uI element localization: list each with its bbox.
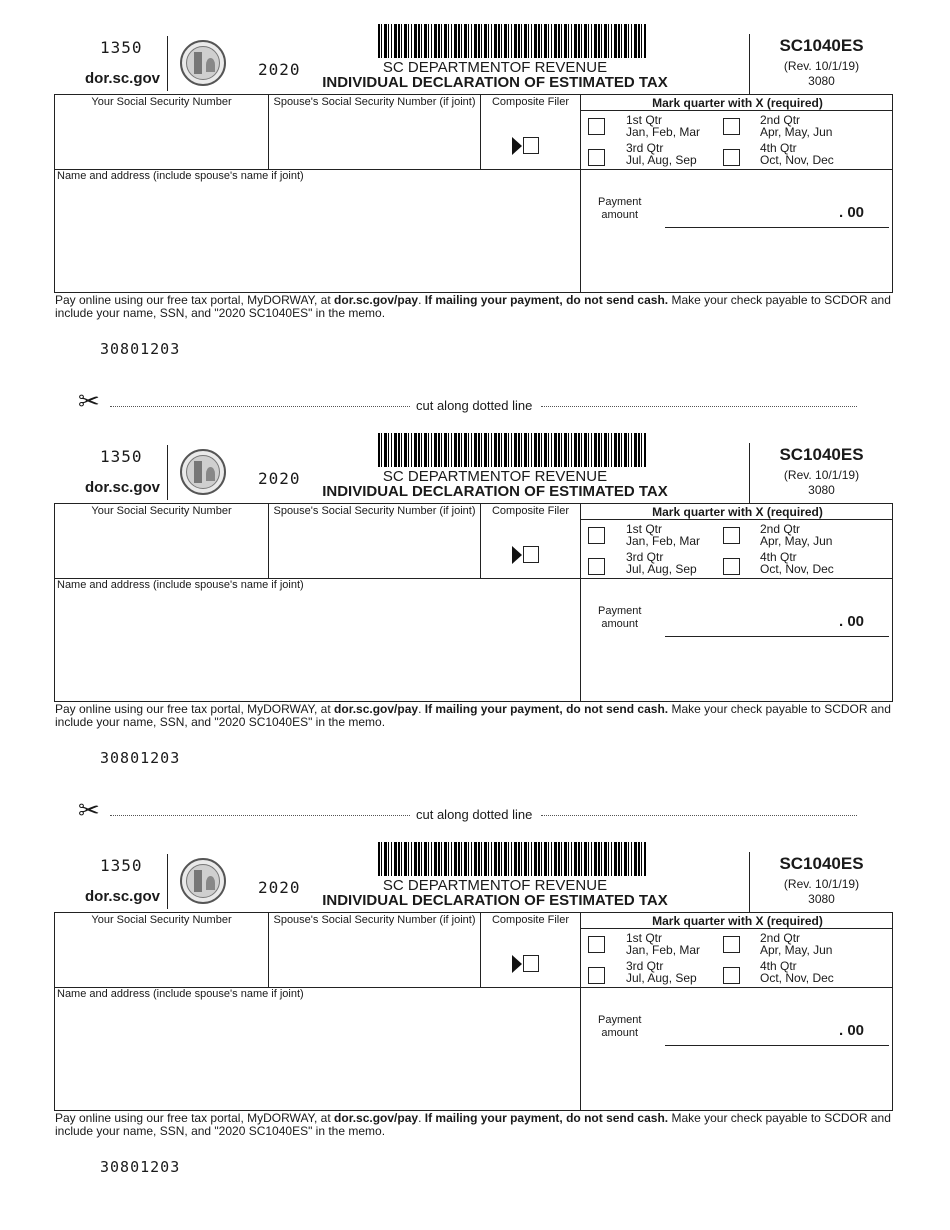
quarter-1-checkbox[interactable] (588, 527, 605, 544)
spouse-ssn-label: Spouse's Social Security Number (if joint) (273, 914, 476, 926)
voucher-2 (0, 409, 950, 767)
arrow-right-icon (512, 137, 522, 155)
payment-instructions: Pay online using our free tax portal, MyDORWAY, at dor.sc.gov/pay. If mailing your payment, do not send cash. Make your check payable to SCDOR and include your name, SSN, and "2020 SC1040ES" in the memo. (55, 1111, 891, 1138)
payment-amount-field[interactable] (665, 227, 889, 228)
mark-quarter-label: Mark quarter with X (required) (652, 505, 823, 519)
payment-instructions: Pay online using our free tax portal, MyDORWAY, at dor.sc.gov/pay. If mailing your payment, do not send cash. Make your check payable to SCDOR and include your name, SSN, and "2020 SC1040ES" in the memo. (55, 702, 891, 729)
composite-filer-label: Composite Filer (491, 505, 570, 517)
form-code: 3080 (808, 483, 835, 497)
quarter-2-label: 2nd Qtr Apr, May, Jun (760, 931, 833, 957)
quarter-3-checkbox[interactable] (588, 558, 605, 575)
quarter-4-checkbox[interactable] (723, 149, 740, 166)
payment-cents: . 00 (839, 1022, 865, 1039)
quarter-1-label: 1st Qtr Jan, Feb, Mar (626, 522, 701, 548)
form-number: SC1040ES (779, 36, 864, 55)
state-seal-icon (180, 449, 226, 495)
payment-instructions: Pay online using our free tax portal, MyDORWAY, at dor.sc.gov/pay. If mailing your payment, do not send cash. Make your check payable to SCDOR and include your name, SSN, and "2020 SC1040ES" in the memo. (55, 293, 891, 320)
form-number: SC1040ES (779, 445, 864, 464)
quarter-1-label: 1st Qtr Jan, Feb, Mar (626, 931, 701, 957)
quarter-2-checkbox[interactable] (723, 118, 740, 135)
state-seal-icon (180, 858, 226, 904)
tax-year: 2020 (258, 469, 301, 488)
divider (580, 504, 581, 702)
department-name: SC DEPARTMENTOF REVENUE (382, 877, 608, 894)
quarter-3-checkbox[interactable] (588, 149, 605, 166)
divider (581, 110, 893, 111)
spouse-ssn-label: Spouse's Social Security Number (if joint) (273, 96, 476, 108)
divider (580, 913, 581, 1111)
website: dor.sc.gov (85, 479, 161, 496)
composite-filer-label: Composite Filer (491, 96, 570, 108)
divider (167, 854, 168, 909)
voucher-code: 1350 (100, 447, 143, 466)
form-title: INDIVIDUAL DECLARATION OF ESTIMATED TAX (322, 74, 668, 91)
form-title: INDIVIDUAL DECLARATION OF ESTIMATED TAX (322, 892, 668, 909)
payment-cents: . 00 (839, 204, 865, 221)
state-seal-icon (180, 40, 226, 86)
form-code: 3080 (808, 892, 835, 906)
payment-amount-label: Payment amount (598, 605, 642, 630)
voucher-code: 1350 (100, 38, 143, 57)
name-address-label: Name and address (include spouse's name if joint) (57, 988, 304, 1000)
payment-amount-field[interactable] (665, 636, 889, 637)
quarter-4-label: 4th Qtr Oct, Nov, Dec (760, 550, 834, 576)
quarter-3-checkbox[interactable] (588, 967, 605, 984)
form-code: 3080 (808, 74, 835, 88)
divider (580, 95, 581, 293)
quarter-2-label: 2nd Qtr Apr, May, Jun (760, 522, 833, 548)
quarter-3-label: 3rd Qtr Jul, Aug, Sep (626, 550, 697, 576)
form-revision: (Rev. 10/1/19) (783, 877, 860, 891)
dotted-line (541, 406, 857, 407)
barcode (378, 842, 646, 876)
quarter-4-label: 4th Qtr Oct, Nov, Dec (760, 141, 834, 167)
dotted-line (541, 815, 857, 816)
dotted-line (110, 815, 410, 816)
divider (167, 445, 168, 500)
payment-amount-label: Payment amount (598, 196, 642, 221)
barcode (378, 24, 646, 58)
payment-amount-field[interactable] (665, 1045, 889, 1046)
voucher-1 (0, 0, 950, 358)
quarter-1-checkbox[interactable] (588, 936, 605, 953)
form-revision: (Rev. 10/1/19) (783, 468, 860, 482)
ssn-label: Your Social Security Number (91, 96, 232, 108)
cut-instruction: cut along dotted line (416, 398, 533, 413)
quarter-4-checkbox[interactable] (723, 558, 740, 575)
form-title: INDIVIDUAL DECLARATION OF ESTIMATED TAX (322, 483, 668, 500)
divider (581, 928, 893, 929)
composite-filer-label: Composite Filer (491, 914, 570, 926)
voucher-grid (54, 94, 893, 293)
voucher-3 (0, 818, 950, 1176)
website: dor.sc.gov (85, 888, 161, 905)
form-id-box (749, 443, 893, 504)
divider (581, 519, 893, 520)
composite-filer-checkbox[interactable] (523, 546, 539, 563)
tax-year: 2020 (258, 60, 301, 79)
name-address-label: Name and address (include spouse's name if joint) (57, 170, 304, 182)
form-id-box (749, 852, 893, 913)
ssn-label: Your Social Security Number (91, 505, 232, 517)
quarter-2-checkbox[interactable] (723, 936, 740, 953)
department-name: SC DEPARTMENTOF REVENUE (382, 59, 608, 76)
voucher-code: 1350 (100, 856, 143, 875)
form-id-box (749, 34, 893, 95)
divider (167, 36, 168, 91)
arrow-right-icon (512, 546, 522, 564)
voucher-grid (54, 912, 893, 1111)
barcode (378, 433, 646, 467)
quarter-1-checkbox[interactable] (588, 118, 605, 135)
dotted-line (110, 406, 410, 407)
form-number: SC1040ES (779, 854, 864, 873)
payment-cents: . 00 (839, 613, 865, 630)
quarter-2-label: 2nd Qtr Apr, May, Jun (760, 113, 833, 139)
quarter-1-label: 1st Qtr Jan, Feb, Mar (626, 113, 701, 139)
composite-filer-checkbox[interactable] (523, 955, 539, 972)
tax-year: 2020 (258, 878, 301, 897)
scan-line: 30801203 (100, 340, 181, 358)
form-revision: (Rev. 10/1/19) (783, 59, 860, 73)
name-address-label: Name and address (include spouse's name if joint) (57, 579, 304, 591)
voucher-grid (54, 503, 893, 702)
quarter-2-checkbox[interactable] (723, 527, 740, 544)
department-name: SC DEPARTMENTOF REVENUE (382, 468, 608, 485)
scissors-icon: ✂ (78, 386, 100, 416)
payment-amount-label: Payment amount (598, 1014, 642, 1039)
mark-quarter-label: Mark quarter with X (required) (652, 96, 823, 110)
arrow-right-icon (512, 955, 522, 973)
scissors-icon: ✂ (78, 795, 100, 825)
scan-line: 30801203 (100, 749, 181, 767)
composite-filer-checkbox[interactable] (523, 137, 539, 154)
cut-instruction: cut along dotted line (416, 807, 533, 822)
mark-quarter-label: Mark quarter with X (required) (652, 914, 823, 928)
website: dor.sc.gov (85, 70, 161, 87)
ssn-label: Your Social Security Number (91, 914, 232, 926)
quarter-3-label: 3rd Qtr Jul, Aug, Sep (626, 141, 697, 167)
quarter-3-label: 3rd Qtr Jul, Aug, Sep (626, 959, 697, 985)
quarter-4-label: 4th Qtr Oct, Nov, Dec (760, 959, 834, 985)
quarter-4-checkbox[interactable] (723, 967, 740, 984)
spouse-ssn-label: Spouse's Social Security Number (if joint) (273, 505, 476, 517)
scan-line: 30801203 (100, 1158, 181, 1176)
